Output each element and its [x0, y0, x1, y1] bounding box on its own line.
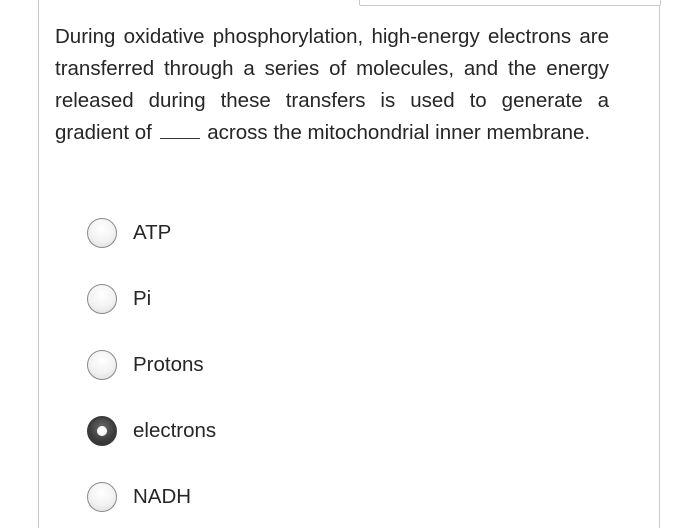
- option-label-atp: ATP: [133, 221, 172, 244]
- option-pi[interactable]: [87, 281, 151, 317]
- radio-button-atp[interactable]: [87, 218, 117, 248]
- option-nadh[interactable]: [87, 479, 191, 515]
- option-label-protons: Protons: [133, 353, 204, 376]
- question-text-after-blank: across the mitochondrial inner membrane.: [207, 121, 591, 144]
- option-protons[interactable]: [87, 347, 204, 383]
- answer-options: [39, 0, 659, 528]
- option-label-electrons: electrons: [133, 419, 217, 442]
- option-atp[interactable]: [87, 215, 171, 251]
- question-card: [38, 0, 660, 528]
- radio-button-nadh[interactable]: [87, 482, 117, 512]
- option-electrons[interactable]: [87, 413, 216, 449]
- radio-button-protons[interactable]: [87, 350, 117, 380]
- question-text-before-blank: During oxidative phosphorylation, high-energy electrons are transferred through a series of molecules, and the energy released during these transfers is used to generate a gradient of: [55, 25, 609, 144]
- option-label-nadh: NADH: [133, 485, 192, 508]
- option-label-pi: Pi: [133, 287, 152, 310]
- radio-button-pi[interactable]: [87, 284, 117, 314]
- radio-button-electrons[interactable]: [87, 416, 117, 446]
